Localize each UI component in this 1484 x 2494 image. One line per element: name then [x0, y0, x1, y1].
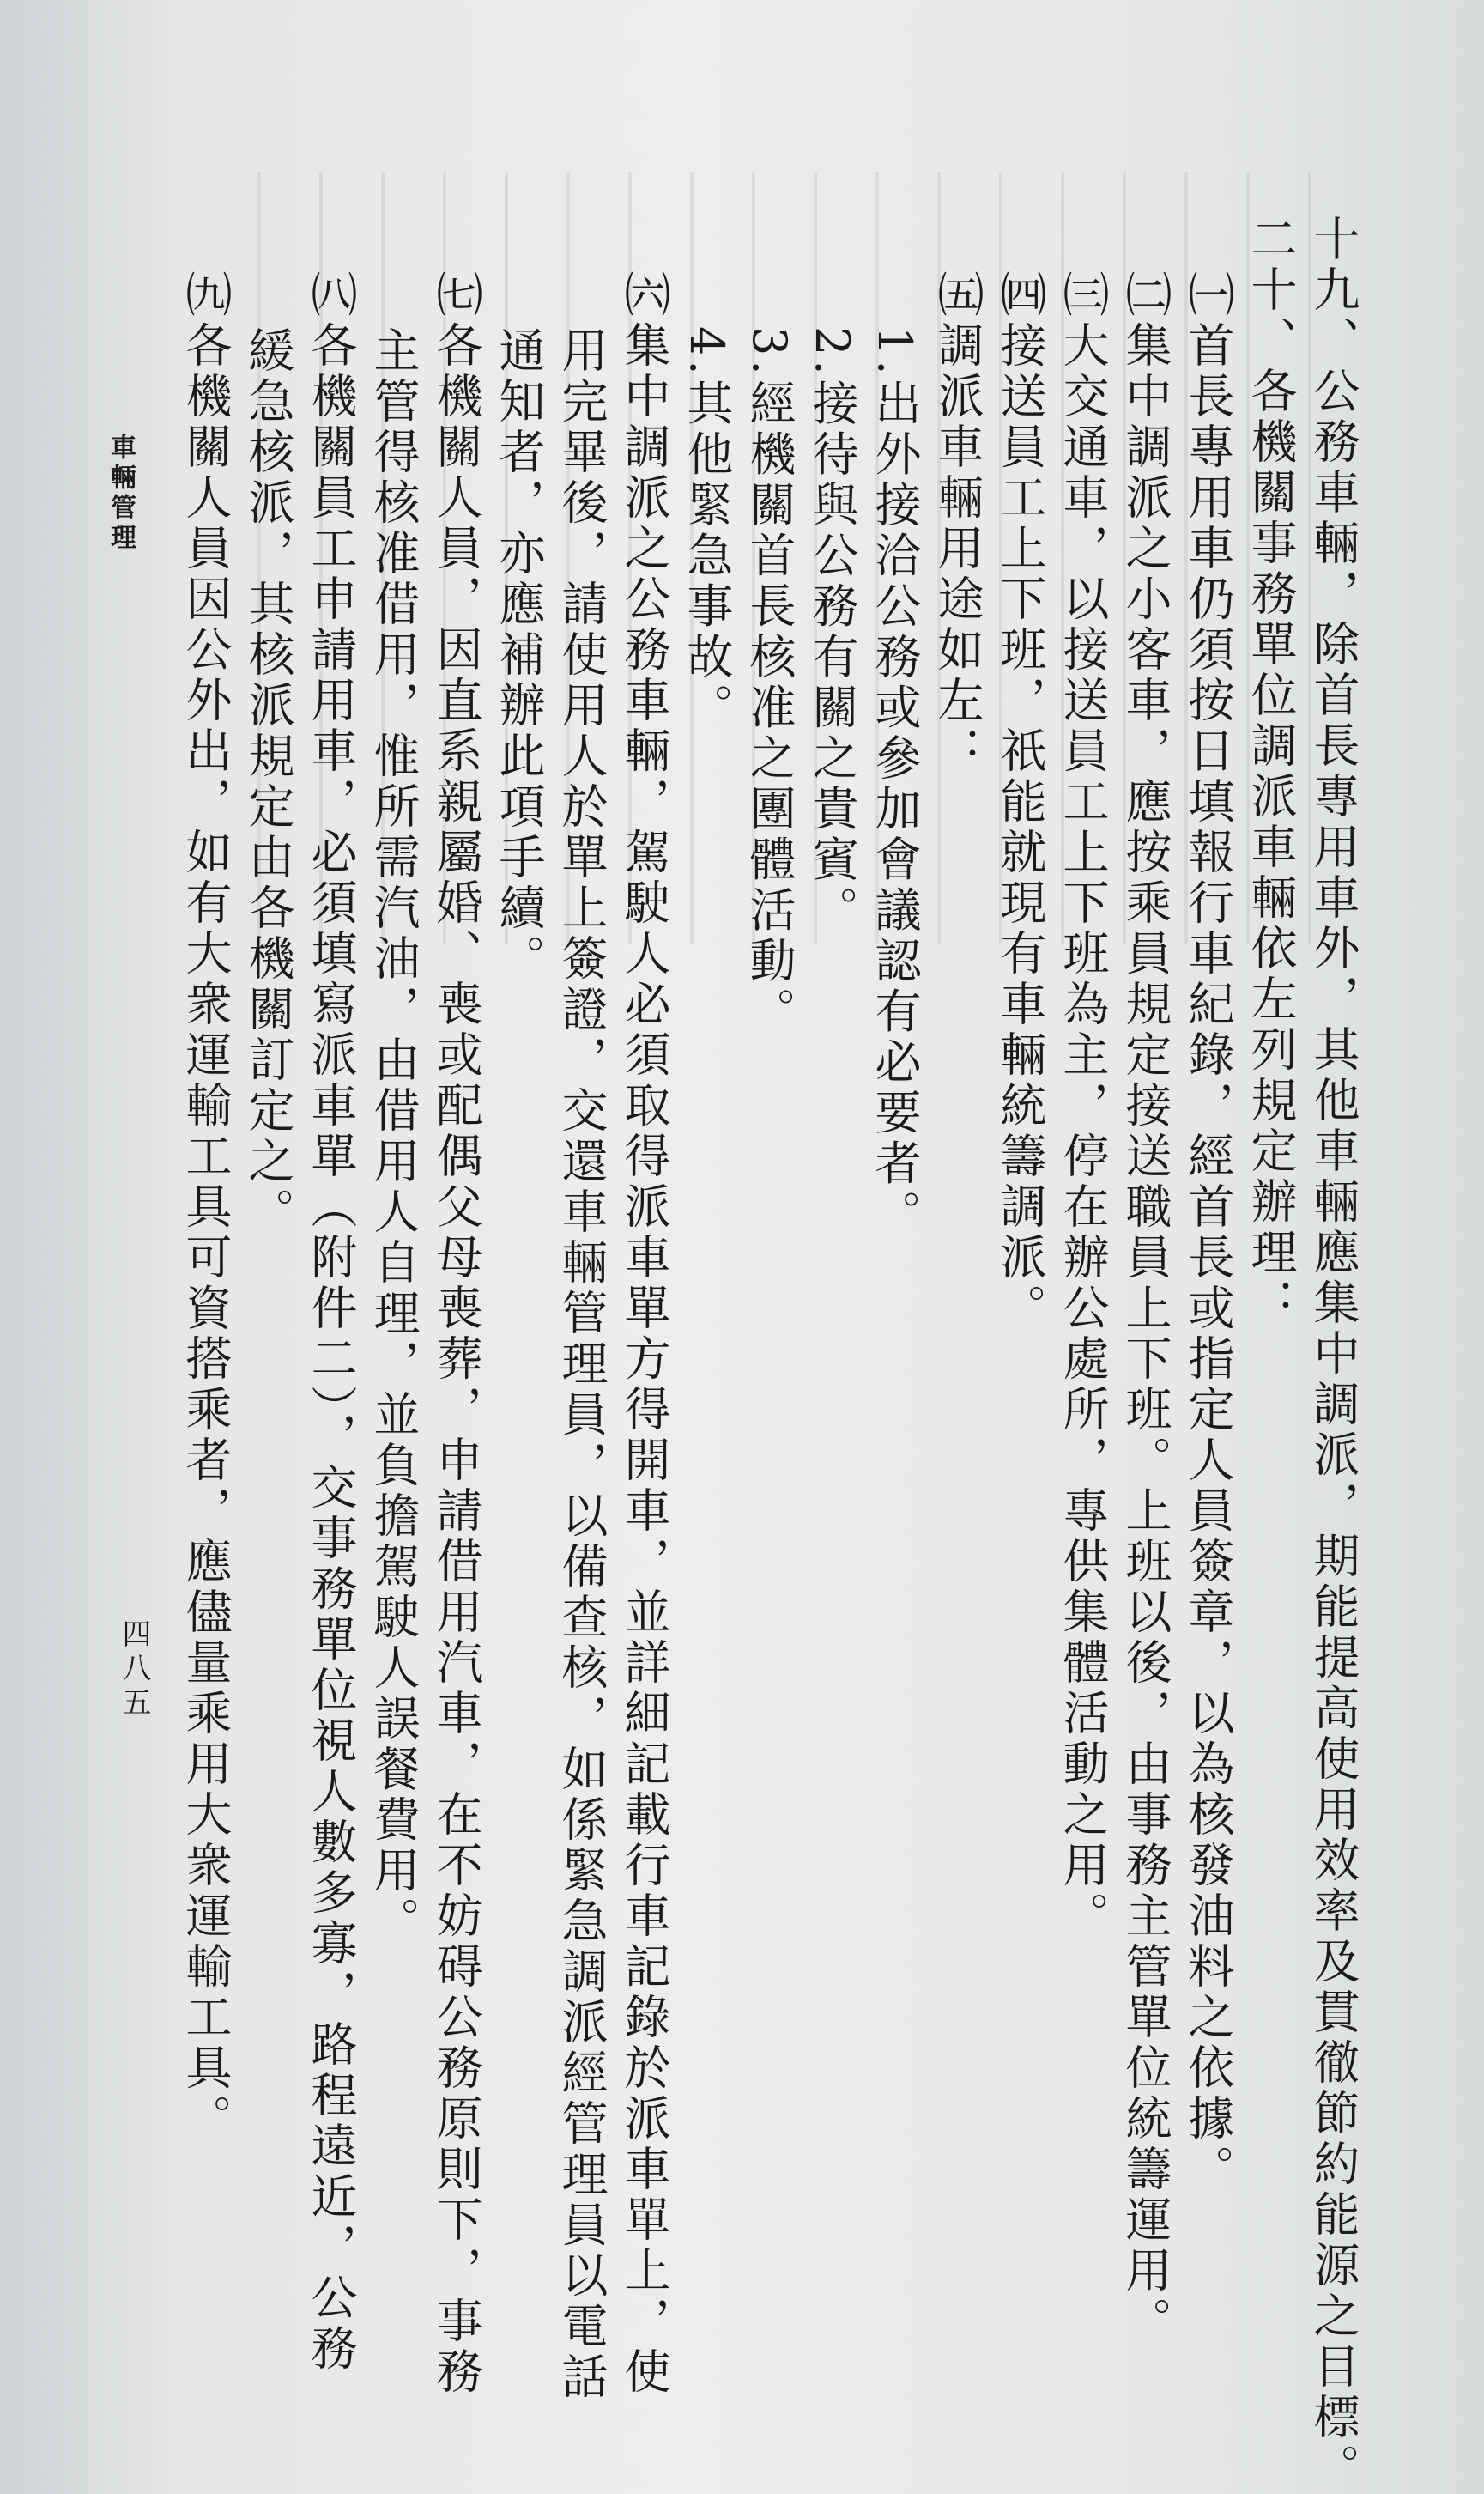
- subclause-20-5-4: [675, 215, 738, 1949]
- article-19-text: 十九、公務車輛，除首長專用車外，其他車輛應集中調派，期能提高使用效率及貫徹節約能源之目標。: [1306, 215, 1360, 2494]
- clause-20-9: [174, 215, 237, 2145]
- clause-20-7: [362, 215, 488, 2398]
- clause-text: ㈤調派車輛用途如左：: [930, 270, 984, 777]
- clause-20-1: [1177, 215, 1239, 2195]
- clause-text: ㈣接送員工上下班，祇能就現有車輛統籌調派。: [993, 270, 1047, 1334]
- article-20: [1239, 215, 1302, 1949]
- subclause-text: 3.經機關首長核准之團體活動。: [742, 326, 797, 1038]
- clause-text: ㈠首長專用車仍須按日填報行車紀錄，經首長或指定人員簽章，以為核發油料之依據。: [1181, 270, 1235, 2195]
- running-header: 車輛管理: [106, 434, 136, 554]
- document-body: [163, 215, 1365, 2494]
- subclause-20-5-2: [801, 215, 863, 1949]
- subclause-20-5-1: [863, 215, 926, 1949]
- clause-text: ㈥集中調派之公務車輛，駕駛人必須取得派車單方得開車，並詳細記載行車記錄於派車單上，使: [617, 270, 671, 2398]
- subclause-text: 4.其他緊急事故。: [680, 326, 734, 734]
- clause-20-6: [488, 215, 675, 2403]
- subclause-text: 2.接待與公務有關之貴賓。: [805, 326, 859, 937]
- clause-20-5: [926, 215, 989, 1949]
- clause-continuation: 用完畢後，請使用人於單上簽證，交還車輛管理員，以備查核，如係緊急調派經管理員以電話: [554, 326, 609, 2403]
- clause-20-3: [1051, 215, 1114, 1949]
- subclause-20-5-3: [738, 215, 801, 1949]
- clause-20-2: [1114, 215, 1177, 2347]
- article-19: [1302, 215, 1365, 2494]
- article-20-heading: 二十、各機關事務單位調派車輛依左列規定辦理：: [1244, 215, 1298, 1329]
- clause-text: ㈢大交通車，以接送員工上下班為主，停在辦公處所，專供集體活動之用。: [1056, 270, 1110, 1942]
- clause-continuation: 通知者，亦應補辦此項手續。: [492, 326, 546, 985]
- subclause-text: 1.出外接洽公務或參加會議認有必要者。: [868, 326, 922, 1241]
- clause-continuation: 緩急核派，其核派規定由各機關訂定之。: [241, 326, 295, 1238]
- clause-20-4: [989, 215, 1051, 1949]
- clause-text: ㈦各機關人員，因直系親屬婚、喪或配偶父母喪葬，申請借用汽車，在不妨碍公務原則下，事務: [429, 270, 483, 2398]
- clause-text: ㈧各機關員工申請用車，必須填寫派車單（附件二），交事務單位視人數多寡，路程遠近，公務: [304, 270, 358, 2375]
- clause-text: ㈡集中調派之小客車，應按乘員規定接送職員上下班。上班以後，由事務主管單位統籌運用。: [1118, 270, 1172, 2347]
- page-number: 四八五: [117, 1618, 151, 1721]
- clause-text: ㈨各機關人員因公外出，如有大衆運輸工具可資搭乘者，應儘量乘用大衆運輸工具。: [179, 270, 233, 2145]
- clause-continuation: 主管得核准借用，惟所需汽油，由借用人自理，並負擔駕駛人誤餐費用。: [366, 326, 421, 1947]
- clause-20-8: [237, 215, 362, 2375]
